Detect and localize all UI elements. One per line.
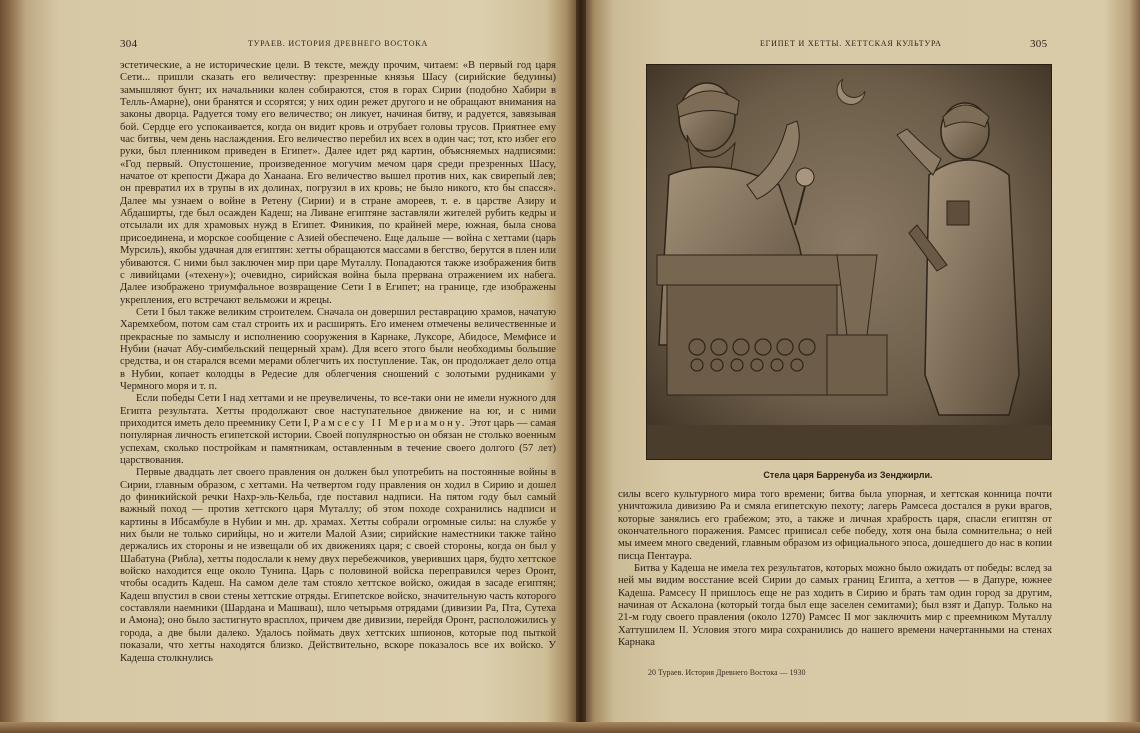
emphasized-name: Рамсесу II Мериамону. — [312, 417, 467, 429]
paragraph: Битва у Кадеша не имела тех результатов, которых можно было ожидать от победы: вслед за ней мы видим восстание всей Сирии до самых границ Египта, а хеттов — в Дапуре, южнее Кадеша. Рамсесу II пришлось еще не раз ходить в Сирию и брать там один город за другим, начиная от Аскалона (который тогда был еще заселен семитами); был взят и Дапур. Только на 21-м году своего правления (около 1270) Рамсес II мог заключить мир с преемником Муталлу Хаттушилем II. Условия этого мира сохранились до нашего времени начертанными на стенах Карнака — [618, 563, 1052, 649]
left-page-number: 304 — [120, 38, 138, 50]
paragraph: силы всего культурного мира того времени; битва была упорная, и хеттская конница почти уничтожила дивизию Ра и смяла египетскую пехоту; лагерь Рамсеса достался в руки врагов, которые занялись его грабежом; это, а также и личная храбрость царя, спасли египтян от окончательного поражения. Рамсес приписал себе победу, хотя она была сомнительна; о ней мы имеем много сведений, главным образом из официального эпоса, дошедшего до нас в копии писца Пентаура. — [618, 489, 1052, 562]
paragraph-text: Этот царь — самая популярная личность египетской истории. Своей популярностью он обязан не столько военным успехам, сколько постройкам и памятникам, оставленным в течение своего долгого (57 лет) царствования. — [120, 417, 556, 466]
right-page-number: 305 — [1030, 38, 1048, 50]
paragraph: эстетические, а не исторические цели. В тексте, между прочим, читаем: «В первый год царя Сети... пришли сказать его величеству: презренные князья Шасу (сирийские бедуины) замышляют бунт; их начальники колен собираются, стоя в горах Сирии (подобно Хабири в Телль-Амарне), они бранятся и ссорятся; у них один режет другого и не обращают внимания на законы дворца. Радуется тому его величество; он ликует, начиная битву, и радуется, завязывая бой. Сердце его успокаивается, когда он видит кровь и отрубает головы трусов. Приятнее ему час битвы, чем день наслаждения. Его величество перебил их всех в один час; тот, кто избег его руки, был пленником приведен в Египет». Далее идет ряд картин, объясняемых надписями: «Год первый. Опустошение, произведенное могучим мечом царя среди презренных Шасу, начатое от крепости Джара до Ханаана. Его величество вышел против них, как свирепый лев; он превратил их в трупы в их долинах, погрузил в их кровь; не было никого, кто бы спасся». Далее мы узнаем о войне в Ретену (Сирии) и в стране амореев, т. е. в царстве Азиру и Абдаширты, где был осажден Кадеш; на Ливане египтяне заставляли жителей рубить кедры и отсылали их для храмовых нужд в Египет. Финикия, по крайней мере, южная, была снова присоединена, и морское сообщение с Азией обеспечено. Еще дальше — война с хеттами (царь Мурсиль), якобы удачная для египтян: хетты обращаются массами в бегство, берутся в плен или убиваются. С ними был заключен мир при царе Муталлу. Попадаются также изображения битв с ливийцами («техену»); очевидно, сирийская война была прервана отражением их набега. Далее изображено триумфальное возвращение Сети I в Египет; на границе, где изображены укрепления, его встречают вельможи и жрецы. — [120, 60, 556, 306]
paragraph — [120, 393, 556, 467]
book-cover-edge — [0, 722, 1140, 733]
paragraph: Первые двадцать лет своего правления он должен был употребить на постоянные войны в Сирии, главным образом, с хеттами. На четвертом году правления он ходил в Сирию и дошел до финикийской речки Нахр-эль-Кельба, где поставил надписи. На пятом году был самый важный поход — против хеттского царя Муталлу; об этом походе сохранились надписи и картины в Ибсамбуле в Нубии и мн. др. храмах. Хетты собрали огромные силы: на службе у них были не только сирийцы, но и жители Малой Азии; сирийские наместники также тайно держались их стороны и не извещали об их движениях царя; с своей стороны, когда он был у Шабатуна (Рибла), хетты подослали к нему двух перебежчиков, уверивших царя, будто хеттское войско находится еще около Тунипа. Царь с половиной войска переправился через Оронт, чтобы осадить Кадеш. На самом деле там стояло хеттское войско, ожидая в засаде египтян; Кадеш впустил в свои стены хеттские отряды. Египетское войско, значительную часть которого составляли наемники (Шардана и Машваш), шло четырьмя отрядами (дивизии Ра, Пта, Сутеха и Амона); оно было застигнуто врасплох, причем две дивизии, перейдя Оронт, расположились у города, а две были далеко. Удалось поймать двух хеттских шпионов, которые под пыткой показали, что хетты находятся близко. Действительно, вскоре показалось все их войско. У Кадеша столкнулись — [120, 467, 556, 664]
left-header — [120, 38, 560, 52]
left-running-head: ТУРАЕВ. ИСТОРИЯ ДРЕВНЕГО ВОСТОКА — [248, 39, 429, 48]
paragraph-text: Если победы Сети I над хеттами и не преувеличены, то все-таки они не имели нужного для Египта результата. Хетты продолжают свое наступательное движение на юг, и с ними приходится иметь дело преемнику Сети I, — [120, 393, 556, 429]
right-running-head: ЕГИПЕТ И ХЕТТЫ. ХЕТТСКАЯ КУЛЬТУРА — [760, 39, 942, 48]
stele-relief-image — [647, 65, 1051, 459]
figure-caption: Стела царя Барренуба из Зенджирли. — [763, 470, 933, 480]
stele-figure — [646, 64, 1052, 460]
right-header — [612, 38, 1052, 52]
printer-signature: 20 Тураев. История Древнего Востока — 1930 — [648, 668, 806, 677]
paragraph: Сети I был также великим строителем. Сначала он довершил реставрацию храмов, начатую Харемхебом, потом сам стал строить их и расширять. Его именем отмечены величественные и прекрасные по замыслу и исполнению сооружения в Карнаке, Луксоре, Абидосе, Мемфисе и Нубии (начат Абу-симбельский пещерный храм). Для всего этого были необходимы большие средства, и он старался всеми мерами облегчить их поступление. Так, он продолжает дело отца в Нубии, копает колодцы в Редесие для облегчения сношений с золотыми рудниками у Чермного моря и т. п. — [120, 306, 556, 392]
right-body-text — [618, 489, 1052, 649]
book-gutter — [576, 0, 586, 733]
left-body-text — [120, 60, 556, 665]
